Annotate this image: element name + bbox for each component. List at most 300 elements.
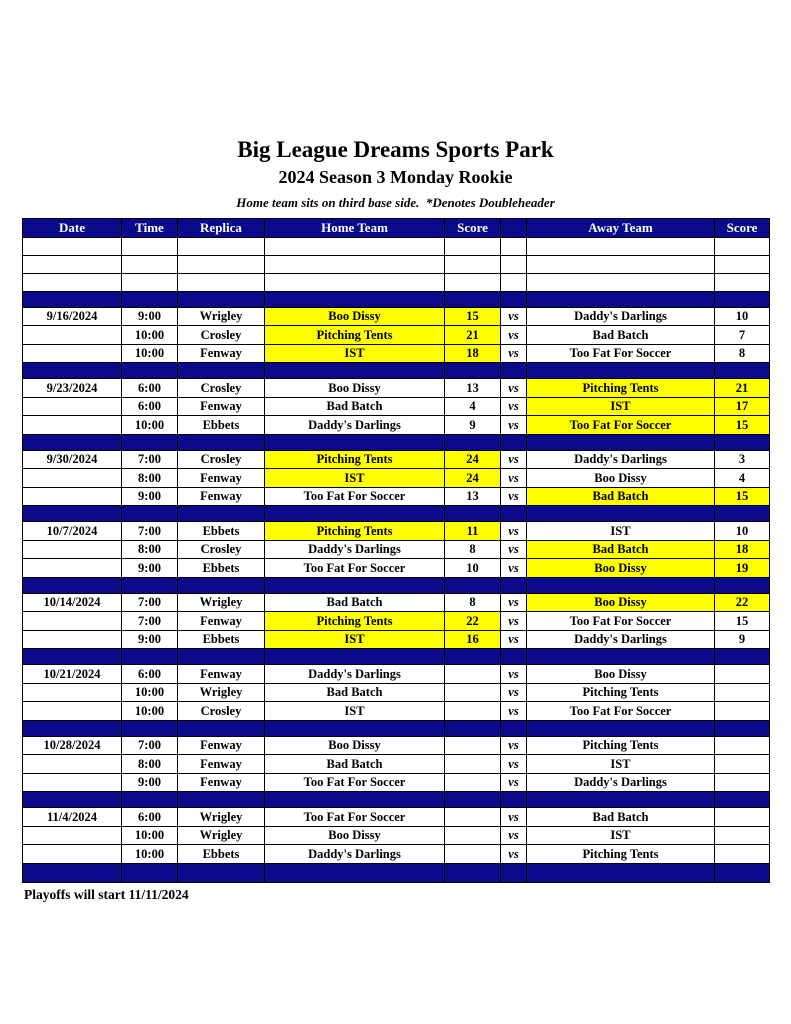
time-cell: 10:00 bbox=[122, 683, 178, 702]
date-cell bbox=[23, 237, 122, 255]
separator-cell bbox=[178, 291, 265, 307]
separator-cell bbox=[122, 792, 178, 808]
separator-cell bbox=[715, 434, 770, 450]
away-score-cell bbox=[715, 736, 770, 755]
game-row bbox=[23, 593, 770, 612]
separator-cell bbox=[265, 863, 445, 882]
vs-cell: vs bbox=[501, 307, 527, 326]
replica-cell bbox=[178, 255, 265, 273]
replica-cell: Wrigley bbox=[178, 826, 265, 845]
away-team-cell: Bad Batch bbox=[527, 487, 715, 506]
separator-cell bbox=[501, 506, 527, 522]
home-score-cell: 13 bbox=[445, 379, 501, 398]
time-cell: 7:00 bbox=[122, 593, 178, 612]
game-row bbox=[23, 755, 770, 774]
separator-cell bbox=[527, 434, 715, 450]
vs-cell bbox=[501, 255, 527, 273]
replica-cell: Ebbets bbox=[178, 845, 265, 864]
away-team-cell: Boo Dissy bbox=[527, 593, 715, 612]
date-cell bbox=[23, 630, 122, 649]
away-team-cell: Daddy's Darlings bbox=[527, 773, 715, 792]
section-separator-row bbox=[23, 792, 770, 808]
separator-cell bbox=[178, 720, 265, 736]
section-separator-row bbox=[23, 434, 770, 450]
away-team-cell: Boo Dissy bbox=[527, 665, 715, 684]
date-cell: 9/30/2024 bbox=[23, 450, 122, 469]
home-score-cell: 24 bbox=[445, 469, 501, 488]
time-cell: 6:00 bbox=[122, 379, 178, 398]
separator-cell bbox=[178, 363, 265, 379]
separator-cell bbox=[715, 863, 770, 882]
replica-cell: Wrigley bbox=[178, 683, 265, 702]
away-team-cell: Daddy's Darlings bbox=[527, 307, 715, 326]
home-team-cell: Too Fat For Soccer bbox=[265, 559, 445, 578]
header-home-score: Score bbox=[445, 218, 501, 237]
home-team-cell: Bad Batch bbox=[265, 755, 445, 774]
vs-cell bbox=[501, 237, 527, 255]
time-cell: 8:00 bbox=[122, 755, 178, 774]
separator-cell bbox=[178, 577, 265, 593]
separator-cell bbox=[445, 434, 501, 450]
page-title: Big League Dreams Sports Park bbox=[237, 137, 554, 162]
time-cell: 7:00 bbox=[122, 736, 178, 755]
away-team-cell bbox=[527, 273, 715, 291]
separator-cell bbox=[501, 649, 527, 665]
separator-cell bbox=[23, 506, 122, 522]
away-team-cell: Bad Batch bbox=[527, 326, 715, 345]
vs-cell: vs bbox=[501, 487, 527, 506]
date-cell bbox=[23, 612, 122, 631]
date-cell bbox=[23, 416, 122, 435]
section-separator-row bbox=[23, 577, 770, 593]
vs-cell: vs bbox=[501, 665, 527, 684]
time-cell bbox=[122, 237, 178, 255]
vs-cell: vs bbox=[501, 344, 527, 363]
home-score-cell bbox=[445, 702, 501, 721]
vs-cell: vs bbox=[501, 540, 527, 559]
away-score-cell bbox=[715, 808, 770, 827]
replica-cell: Crosley bbox=[178, 379, 265, 398]
separator-cell bbox=[715, 720, 770, 736]
separator-cell bbox=[178, 649, 265, 665]
replica-cell: Fenway bbox=[178, 487, 265, 506]
header-vs-spacer bbox=[501, 218, 527, 237]
section-separator-row bbox=[23, 363, 770, 379]
date-cell: 11/4/2024 bbox=[23, 808, 122, 827]
vs-cell: vs bbox=[501, 808, 527, 827]
replica-cell: Fenway bbox=[178, 736, 265, 755]
time-cell: 6:00 bbox=[122, 808, 178, 827]
game-row bbox=[23, 326, 770, 345]
away-score-cell: 10 bbox=[715, 522, 770, 541]
game-row bbox=[23, 702, 770, 721]
game-row bbox=[23, 665, 770, 684]
separator-cell bbox=[715, 649, 770, 665]
vs-cell: vs bbox=[501, 593, 527, 612]
separator-cell bbox=[715, 577, 770, 593]
home-score-cell: 22 bbox=[445, 612, 501, 631]
home-team-cell: Boo Dissy bbox=[265, 307, 445, 326]
date-cell: 10/21/2024 bbox=[23, 665, 122, 684]
date-cell bbox=[23, 559, 122, 578]
header-replica: Replica bbox=[178, 218, 265, 237]
separator-cell bbox=[527, 291, 715, 307]
separator-cell bbox=[445, 363, 501, 379]
home-score-cell bbox=[445, 273, 501, 291]
game-row bbox=[23, 826, 770, 845]
header-time: Time bbox=[122, 218, 178, 237]
game-row bbox=[23, 773, 770, 792]
schedule-table bbox=[22, 218, 770, 883]
away-team-cell: Bad Batch bbox=[527, 540, 715, 559]
separator-cell bbox=[178, 434, 265, 450]
table-header-row bbox=[23, 218, 770, 237]
empty-row bbox=[23, 273, 770, 291]
separator-cell bbox=[265, 434, 445, 450]
separator-cell bbox=[501, 577, 527, 593]
separator-cell bbox=[178, 792, 265, 808]
date-cell bbox=[23, 773, 122, 792]
time-cell: 8:00 bbox=[122, 540, 178, 559]
away-score-cell: 21 bbox=[715, 379, 770, 398]
page-note: Home team sits on third base side. *Denotes Doubleheader bbox=[236, 194, 555, 210]
separator-cell bbox=[122, 863, 178, 882]
section-separator-row bbox=[23, 506, 770, 522]
vs-cell: vs bbox=[501, 450, 527, 469]
vs-cell: vs bbox=[501, 845, 527, 864]
game-row bbox=[23, 487, 770, 506]
away-team-cell: Pitching Tents bbox=[527, 736, 715, 755]
replica-cell: Ebbets bbox=[178, 416, 265, 435]
home-team-cell: Boo Dissy bbox=[265, 379, 445, 398]
time-cell: 7:00 bbox=[122, 612, 178, 631]
separator-cell bbox=[23, 792, 122, 808]
away-team-cell: Too Fat For Soccer bbox=[527, 702, 715, 721]
separator-cell bbox=[501, 720, 527, 736]
away-score-cell: 8 bbox=[715, 344, 770, 363]
time-cell: 6:00 bbox=[122, 397, 178, 416]
home-team-cell: Too Fat For Soccer bbox=[265, 773, 445, 792]
home-score-cell: 4 bbox=[445, 397, 501, 416]
replica-cell: Wrigley bbox=[178, 593, 265, 612]
away-score-cell: 22 bbox=[715, 593, 770, 612]
away-score-cell bbox=[715, 237, 770, 255]
date-cell: 10/28/2024 bbox=[23, 736, 122, 755]
date-cell bbox=[23, 487, 122, 506]
home-score-cell: 16 bbox=[445, 630, 501, 649]
date-cell bbox=[23, 826, 122, 845]
home-score-cell: 9 bbox=[445, 416, 501, 435]
vs-cell: vs bbox=[501, 469, 527, 488]
separator-cell bbox=[445, 792, 501, 808]
home-team-cell: Boo Dissy bbox=[265, 826, 445, 845]
home-score-cell bbox=[445, 826, 501, 845]
game-row bbox=[23, 344, 770, 363]
separator-cell bbox=[265, 363, 445, 379]
home-score-cell: 8 bbox=[445, 540, 501, 559]
separator-cell bbox=[527, 792, 715, 808]
away-score-cell: 19 bbox=[715, 559, 770, 578]
home-team-cell: Daddy's Darlings bbox=[265, 416, 445, 435]
replica-cell: Crosley bbox=[178, 702, 265, 721]
home-score-cell: 11 bbox=[445, 522, 501, 541]
vs-cell: vs bbox=[501, 736, 527, 755]
replica-cell: Fenway bbox=[178, 773, 265, 792]
replica-cell: Fenway bbox=[178, 344, 265, 363]
date-cell bbox=[23, 845, 122, 864]
vs-cell: vs bbox=[501, 702, 527, 721]
separator-cell bbox=[122, 720, 178, 736]
home-team-cell bbox=[265, 273, 445, 291]
home-team-cell: IST bbox=[265, 630, 445, 649]
vs-cell: vs bbox=[501, 397, 527, 416]
away-team-cell bbox=[527, 255, 715, 273]
away-team-cell: Too Fat For Soccer bbox=[527, 612, 715, 631]
home-score-cell: 8 bbox=[445, 593, 501, 612]
home-team-cell: Pitching Tents bbox=[265, 450, 445, 469]
time-cell: 10:00 bbox=[122, 702, 178, 721]
separator-cell bbox=[445, 649, 501, 665]
game-row bbox=[23, 397, 770, 416]
away-score-cell: 15 bbox=[715, 612, 770, 631]
replica-cell: Crosley bbox=[178, 326, 265, 345]
replica-cell: Crosley bbox=[178, 450, 265, 469]
separator-cell bbox=[445, 863, 501, 882]
home-team-cell: IST bbox=[265, 344, 445, 363]
away-score-cell: 4 bbox=[715, 469, 770, 488]
home-team-cell: Daddy's Darlings bbox=[265, 540, 445, 559]
separator-cell bbox=[178, 506, 265, 522]
replica-cell: Fenway bbox=[178, 755, 265, 774]
section-separator-row bbox=[23, 649, 770, 665]
away-team-cell: Boo Dissy bbox=[527, 559, 715, 578]
time-cell: 7:00 bbox=[122, 450, 178, 469]
game-row bbox=[23, 416, 770, 435]
home-score-cell bbox=[445, 845, 501, 864]
header-away-team: Away Team bbox=[527, 218, 715, 237]
date-cell bbox=[23, 755, 122, 774]
home-score-cell: 18 bbox=[445, 344, 501, 363]
home-score-cell: 24 bbox=[445, 450, 501, 469]
separator-cell bbox=[23, 577, 122, 593]
empty-row bbox=[23, 255, 770, 273]
away-score-cell bbox=[715, 683, 770, 702]
separator-cell bbox=[23, 291, 122, 307]
section-separator-row bbox=[23, 291, 770, 307]
home-score-cell: 10 bbox=[445, 559, 501, 578]
playoffs-note: Playoffs will start 11/11/2024 bbox=[24, 886, 189, 902]
replica-cell: Fenway bbox=[178, 397, 265, 416]
separator-cell bbox=[265, 291, 445, 307]
time-cell bbox=[122, 255, 178, 273]
date-cell: 9/23/2024 bbox=[23, 379, 122, 398]
date-cell bbox=[23, 683, 122, 702]
game-row bbox=[23, 630, 770, 649]
away-score-cell: 15 bbox=[715, 416, 770, 435]
away-team-cell: IST bbox=[527, 522, 715, 541]
vs-cell: vs bbox=[501, 683, 527, 702]
separator-cell bbox=[715, 506, 770, 522]
home-team-cell: IST bbox=[265, 702, 445, 721]
away-score-cell bbox=[715, 755, 770, 774]
page-subtitle: 2024 Season 3 Monday Rookie bbox=[278, 166, 513, 187]
separator-cell bbox=[501, 434, 527, 450]
separator-cell bbox=[527, 720, 715, 736]
away-score-cell: 10 bbox=[715, 307, 770, 326]
home-score-cell bbox=[445, 808, 501, 827]
home-score-cell bbox=[445, 255, 501, 273]
away-score-cell bbox=[715, 665, 770, 684]
vs-cell: vs bbox=[501, 559, 527, 578]
away-team-cell: Bad Batch bbox=[527, 808, 715, 827]
separator-cell bbox=[23, 863, 122, 882]
replica-cell bbox=[178, 237, 265, 255]
away-score-cell: 3 bbox=[715, 450, 770, 469]
section-separator-row bbox=[23, 720, 770, 736]
home-score-cell: 13 bbox=[445, 487, 501, 506]
time-cell: 10:00 bbox=[122, 344, 178, 363]
date-cell: 10/7/2024 bbox=[23, 522, 122, 541]
separator-cell bbox=[527, 863, 715, 882]
separator-cell bbox=[445, 577, 501, 593]
away-team-cell: Boo Dissy bbox=[527, 469, 715, 488]
away-score-cell: 17 bbox=[715, 397, 770, 416]
time-cell: 10:00 bbox=[122, 826, 178, 845]
date-cell bbox=[23, 540, 122, 559]
away-team-cell: Daddy's Darlings bbox=[527, 630, 715, 649]
date-cell bbox=[23, 344, 122, 363]
page-header bbox=[0, 0, 791, 211]
replica-cell: Ebbets bbox=[178, 559, 265, 578]
time-cell: 8:00 bbox=[122, 469, 178, 488]
home-team-cell: Bad Batch bbox=[265, 397, 445, 416]
empty-row bbox=[23, 237, 770, 255]
home-score-cell: 21 bbox=[445, 326, 501, 345]
away-team-cell bbox=[527, 237, 715, 255]
home-score-cell bbox=[445, 755, 501, 774]
game-row bbox=[23, 540, 770, 559]
replica-cell: Fenway bbox=[178, 612, 265, 631]
vs-cell: vs bbox=[501, 416, 527, 435]
date-cell bbox=[23, 255, 122, 273]
separator-cell bbox=[501, 291, 527, 307]
date-cell bbox=[23, 469, 122, 488]
away-team-cell: IST bbox=[527, 755, 715, 774]
time-cell: 9:00 bbox=[122, 559, 178, 578]
home-score-cell bbox=[445, 665, 501, 684]
replica-cell: Ebbets bbox=[178, 630, 265, 649]
separator-cell bbox=[265, 792, 445, 808]
date-cell bbox=[23, 702, 122, 721]
vs-cell: vs bbox=[501, 379, 527, 398]
separator-cell bbox=[715, 363, 770, 379]
home-team-cell: Daddy's Darlings bbox=[265, 845, 445, 864]
time-cell: 6:00 bbox=[122, 665, 178, 684]
separator-cell bbox=[527, 649, 715, 665]
away-team-cell: Daddy's Darlings bbox=[527, 450, 715, 469]
replica-cell: Fenway bbox=[178, 665, 265, 684]
home-team-cell bbox=[265, 237, 445, 255]
separator-cell bbox=[501, 863, 527, 882]
separator-cell bbox=[501, 363, 527, 379]
home-team-cell: Bad Batch bbox=[265, 593, 445, 612]
game-row bbox=[23, 559, 770, 578]
home-team-cell: Pitching Tents bbox=[265, 326, 445, 345]
time-cell: 10:00 bbox=[122, 326, 178, 345]
game-row bbox=[23, 808, 770, 827]
separator-cell bbox=[122, 363, 178, 379]
time-cell: 9:00 bbox=[122, 487, 178, 506]
home-team-cell: Pitching Tents bbox=[265, 522, 445, 541]
separator-cell bbox=[715, 792, 770, 808]
replica-cell: Crosley bbox=[178, 540, 265, 559]
time-cell bbox=[122, 273, 178, 291]
home-team-cell: Bad Batch bbox=[265, 683, 445, 702]
game-row bbox=[23, 379, 770, 398]
away-team-cell: IST bbox=[527, 826, 715, 845]
away-team-cell: Too Fat For Soccer bbox=[527, 416, 715, 435]
time-cell: 10:00 bbox=[122, 845, 178, 864]
replica-cell bbox=[178, 273, 265, 291]
separator-cell bbox=[122, 434, 178, 450]
vs-cell bbox=[501, 273, 527, 291]
table-footer-separator-row bbox=[23, 863, 770, 882]
separator-cell bbox=[265, 649, 445, 665]
date-cell bbox=[23, 326, 122, 345]
separator-cell bbox=[178, 863, 265, 882]
separator-cell bbox=[527, 506, 715, 522]
header-home-team: Home Team bbox=[265, 218, 445, 237]
separator-cell bbox=[122, 291, 178, 307]
away-score-cell: 15 bbox=[715, 487, 770, 506]
time-cell: 9:00 bbox=[122, 773, 178, 792]
separator-cell bbox=[23, 434, 122, 450]
away-score-cell bbox=[715, 773, 770, 792]
home-team-cell: IST bbox=[265, 469, 445, 488]
home-team-cell: Daddy's Darlings bbox=[265, 665, 445, 684]
separator-cell bbox=[501, 792, 527, 808]
replica-cell: Ebbets bbox=[178, 522, 265, 541]
away-score-cell: 7 bbox=[715, 326, 770, 345]
home-score-cell bbox=[445, 773, 501, 792]
vs-cell: vs bbox=[501, 773, 527, 792]
home-team-cell: Too Fat For Soccer bbox=[265, 808, 445, 827]
game-row bbox=[23, 683, 770, 702]
home-team-cell: Pitching Tents bbox=[265, 612, 445, 631]
game-row bbox=[23, 845, 770, 864]
date-cell: 10/14/2024 bbox=[23, 593, 122, 612]
separator-cell bbox=[23, 363, 122, 379]
away-team-cell: IST bbox=[527, 397, 715, 416]
vs-cell: vs bbox=[501, 826, 527, 845]
game-row bbox=[23, 469, 770, 488]
date-cell: 9/16/2024 bbox=[23, 307, 122, 326]
away-score-cell bbox=[715, 273, 770, 291]
vs-cell: vs bbox=[501, 326, 527, 345]
header-away-score: Score bbox=[715, 218, 770, 237]
away-team-cell: Pitching Tents bbox=[527, 379, 715, 398]
away-team-cell: Pitching Tents bbox=[527, 845, 715, 864]
separator-cell bbox=[23, 720, 122, 736]
away-score-cell bbox=[715, 826, 770, 845]
away-team-cell: Too Fat For Soccer bbox=[527, 344, 715, 363]
separator-cell bbox=[265, 577, 445, 593]
separator-cell bbox=[122, 506, 178, 522]
away-score-cell bbox=[715, 845, 770, 864]
home-score-cell bbox=[445, 237, 501, 255]
time-cell: 9:00 bbox=[122, 630, 178, 649]
vs-cell: vs bbox=[501, 522, 527, 541]
